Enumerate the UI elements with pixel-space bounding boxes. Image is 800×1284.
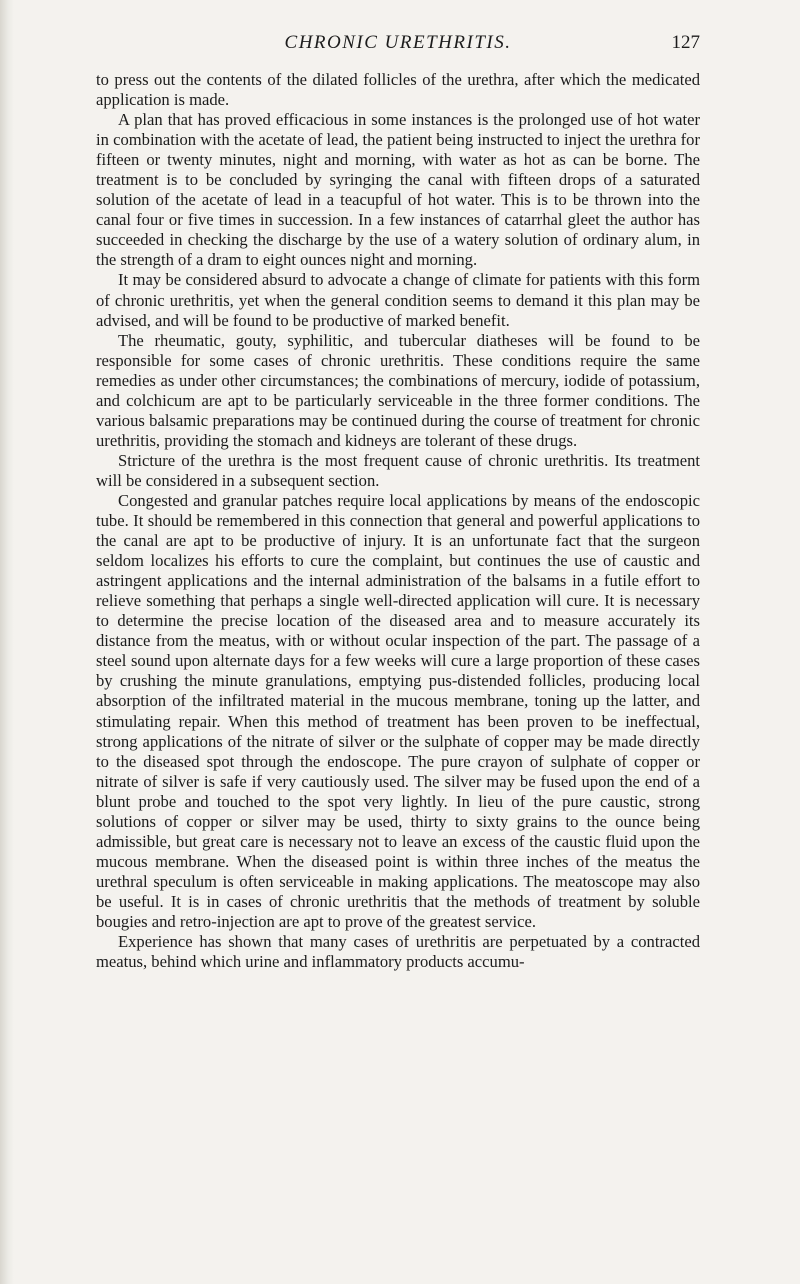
body-text <box>96 70 700 972</box>
page-gutter-shadow <box>0 0 14 1284</box>
running-head: CHRONIC URETHRITIS. <box>284 32 512 53</box>
page-header <box>96 32 700 60</box>
paragraph-granular-patches: Congested and granular patches require local applications by means of the endoscopic tube. It should be remembered in this connection that general and powerful applications to the canal are apt to be productive of injury. It is an unfortunate fact that the surgeon seldom localizes his efforts to cure the complaint, but continues the use of caustic and astringent applications and the internal administration of the balsams in a futile effort to relieve something that perhaps a single well-directed application will cure. It is necessary to determine the precise location of the diseased area and to measure accurately its distance from the meatus, with or without ocular inspection of the part. The passage of a steel sound upon alternate days for a few weeks will cure a large proportion of these cases by crushing the minute granulations, emptying pus-distended follicles, producing local absorption of the infiltrated material in the mucous membrane, toning up the latter, and stimulating repair. When this method of treatment has been proven to be ineffectual, strong applications of the nitrate of silver or the sulphate of copper may be made directly to the diseased spot through the endoscope. The pure crayon of sulphate of copper or nitrate of silver is safe if very cautiously used. The silver may be fused upon the end of a blunt probe and touched to the spot very lightly. In lieu of the pure caustic, strong solutions of copper or silver may be used, thirty to sixty grains to the ounce being admissible, but great care is necessary not to leave an excess of the caustic fluid upon the mucous membrane. When the diseased point is within three inches of the meatus the urethral speculum is often serviceable in making applications. The meatoscope may also be useful. It is in cases of chronic urethritis that the methods of treatment by soluble bougies and retro-injection are apt to prove of the greatest service. <box>96 490 700 931</box>
paragraph-diatheses: The rheumatic, gouty, syphilitic, and tubercular diatheses will be found to be responsible for some cases of chronic urethritis. These conditions require the same remedies as under other circumstances; the combinations of mercury, iodide of potassium, and colchicum are apt to be particularly serviceable in the three former conditions. The various balsamic preparations may be continued during the course of treatment for chronic urethritis, providing the stomach and kidneys are tolerant of these drugs. <box>96 330 700 450</box>
paragraph-continued: to press out the contents of the dilated follicles of the urethra, after which the medicated application is made. <box>96 70 700 110</box>
paragraph-contracted-meatus: Experience has shown that many cases of urethritis are perpetuated by a contracted meatus, behind which urine and inflammatory products accumu- <box>96 932 700 972</box>
page-number: 127 <box>671 32 700 53</box>
paragraph-hot-water-lead: A plan that has proved efficacious in some instances is the prolonged use of hot water in combination with the acetate of lead, the patient being instructed to inject the urethra for fifteen or twenty minutes, night and morning, with water as hot as can be borne. The treatment is to be concluded by syringing the canal with fifteen drops of a saturated solution of the acetate of lead in a teacupful of hot water. This is to be thrown into the canal four or five times in succession. In a few instances of catarrhal gleet the author has succeeded in checking the discharge by the use of a watery solution of ordinary alum, in the strength of a dram to eight ounces night and morning. <box>96 110 700 270</box>
paragraph-stricture: Stricture of the urethra is the most frequent cause of chronic urethritis. Its treatment will be considered in a subsequent section. <box>96 450 700 490</box>
paragraph-climate-change: It may be considered absurd to advocate a change of climate for patients with this form of chronic urethritis, yet when the general condition seems to demand it this plan may be advised, and will be found to be productive of marked benefit. <box>96 270 700 330</box>
